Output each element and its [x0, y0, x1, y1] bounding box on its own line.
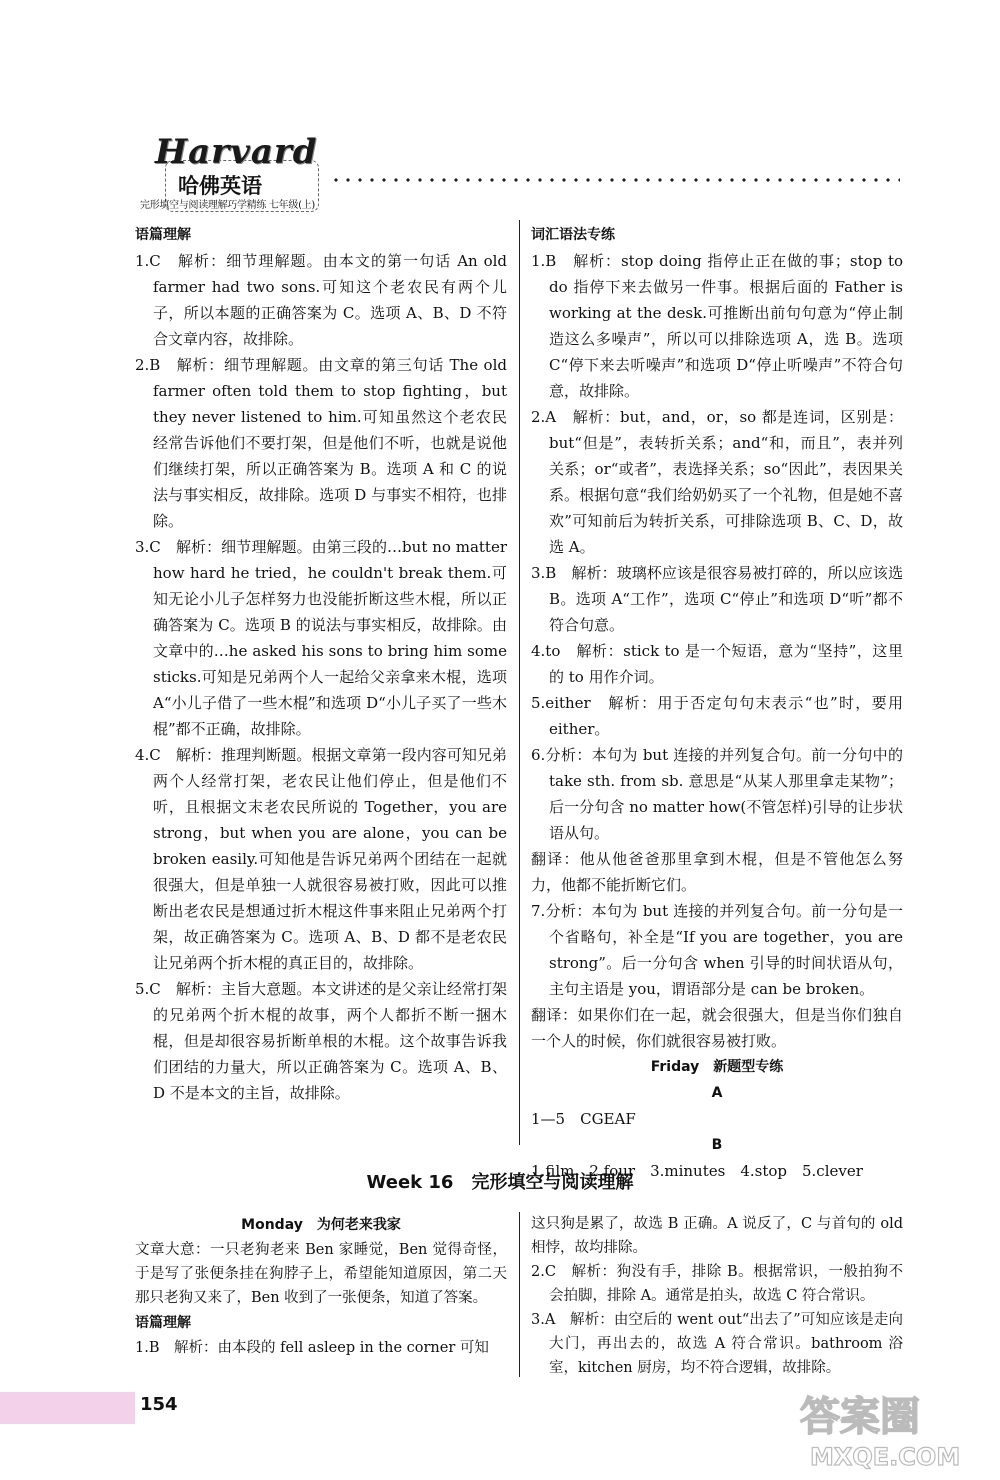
- answer-item: 1.B 解析：stop doing 指停止正在做的事；stop to do 指停下来去做另一件事。根据后面的 Father is working at the desk.可推断出前句句意为“停止制造这么多噪声”，所以可以排除选项 A，选 B。选项 C“停下来去听噪声”和选项 D“停止听噪声”不符合句意，故排除。: [531, 252, 903, 400]
- answer-item: 1.B 解析：由本段的 fell asleep in the corner 可知: [135, 1340, 489, 1356]
- part-a-answers: 1—5 CGEAF: [531, 1110, 636, 1128]
- part-a-label: A: [711, 1085, 723, 1101]
- header-dotted-rule: [330, 176, 900, 184]
- column-divider: [519, 220, 520, 1145]
- translation: 翻译：他从他爸爸那里拿到木棍，但是不管他怎么努力，他都不能折断它们。: [531, 850, 903, 894]
- section-heading: 语篇理解: [135, 1315, 191, 1331]
- bottom-right-column: [531, 1212, 903, 1380]
- section-heading: 语篇理解: [135, 227, 191, 243]
- week-title: Week 16 完形填空与阅读理解: [366, 1172, 634, 1193]
- answer-item: 3.B 解析：玻璃杯应该是很容易被打碎的，所以应该选 B。选项 A“工作”，选项 C“停止”和选项 D“听”都不符合句意。: [531, 564, 903, 634]
- answer-item: 5.C 解析：主旨大意题。本文讲述的是父亲让经常打架的兄弟两个折木棍的故事，两个人都折不断一捆木棍，但是却很容易折断单根的木棍。这个故事告诉我们团结的力量大，所以正确答案为 C。选项 A、B、D 不是本文的主旨，故排除。: [135, 980, 507, 1102]
- answer-item: 1.C 解析：细节理解题。由本文的第一句话 An old farmer had two sons.可知这个老农民有两个儿子，所以本题的正确答案为 C。选项 A、B、D 不符合文章内容，故排除。: [135, 252, 507, 348]
- answer-item: 3.A 解析：由空后的 went out“出去了”可知应该是走向大门，再出去的，故选 A 符合常识。bathroom 浴室，kitchen 厨房，均不符合逻辑，故排除。: [531, 1312, 903, 1376]
- answer-item: 5.either 解析：用于否定句句末表示“也”时，要用 either。: [531, 694, 903, 738]
- monday-heading: Monday 为何老来我家: [241, 1217, 401, 1233]
- part-b-answers: 1.film 2.four 3.minutes 4.stop 5.clever: [531, 1162, 863, 1180]
- left-column: [135, 222, 507, 1106]
- answer-item: 2.A 解析：but，and，or，so 都是连词，区别是：but“但是”，表转折关系；and“和，而且”，表并列关系；or“或者”，表选择关系；so“因此”，表因果关系。根据句意“我们给奶奶买了一个礼物，但是她不喜欢”可知前后为转折关系，可排除选项 B、C、D，故选 A。: [531, 408, 903, 556]
- part-b-label: B: [711, 1137, 723, 1153]
- logo-title: Harvard: [155, 132, 318, 172]
- right-column: [531, 222, 903, 1184]
- watermark-logo: [780, 1380, 1000, 1480]
- answer-item: 4.to 解析：stick to 是一个短语，意为“坚持”，这里的 to 用作介词。: [531, 642, 903, 686]
- svg-text:MXQE.COM: MXQE.COM: [810, 1443, 961, 1471]
- page-number-tab: [0, 1392, 135, 1424]
- series-title: 完形填空与阅读理解巧学精练 七年级(上): [140, 200, 315, 211]
- answer-item: 2.B 解析：细节理解题。由文章的第三句话 The old farmer often told them to stop fighting，but they never listened to him.可知虽然这个老农民经常告诉他们不要打架，但是他们不听，也就是说他们继续打架，所以正确答案为 B。选项 A 和 C 的说法与事实相反，故排除。选项 D 与事实不相符，也排除。: [135, 356, 507, 530]
- bottom-left-column: [135, 1212, 507, 1360]
- column-divider: [519, 1212, 520, 1377]
- section-heading: 词汇语法专练: [531, 227, 615, 243]
- summary: 文章大意：一只老狗老来 Ben 家睡觉，Ben 觉得奇怪，于是写了张便条挂在狗脖子上，希望能知道原因，第二天那只老狗又来了，Ben 收到了一张便条，知道了答案。: [135, 1242, 507, 1306]
- answer-item: 3.C 解析：细节理解题。由第三段的…but no matter how hard he tried，he couldn't break them.可知无论小儿子怎样努力也没能折断这些木棍，所以正确答案为 C。选项 B 的说法与事实相反，故排除。由文章中的…he asked his sons to bring him some sticks.可知是兄弟两个人一起给父亲拿来木棍，选项 A“小儿子借了一些木棍”和选项 D“小儿子买了一些木棍”都不正确，故排除。: [135, 538, 507, 738]
- page-number: 154: [140, 1394, 178, 1415]
- friday-heading: Friday 新题型专练: [650, 1059, 784, 1075]
- answer-item: 4.C 解析：推理判断题。根据文章第一段内容可知兄弟两个人经常打架，老农民让他们停止，但是他们不听，且根据文末老农民所说的 Together，you are strong，but when you are alone，you can be broken easily.可知他是告诉兄弟两个团结在一起就很强大，但是单独一人就很容易被打败，因此可以推断出老农民是想通过折木棍这件事来阻止兄弟两个打架，故正确答案为 C。选项 A、B、D 都不是老农民让兄弟两个折木棍的真正目的，故排除。: [135, 746, 507, 972]
- logo-subtitle: 哈佛英语: [178, 174, 262, 198]
- svg-text:答案圈: 答案圈: [800, 1394, 920, 1440]
- translation: 翻译：如果你们在一起，就会很强大，但是当你们独自一个人的时候，你们就很容易被打败。: [531, 1006, 903, 1050]
- answer-item: 6.分析：本句为 but 连接的并列复合句。前一分句中的 take sth. from sb. 意思是“从某人那里拿走某物”；后一分句含 no matter how(不管怎样)引导的让步状语从句。: [531, 746, 903, 842]
- answer-item: 7.分析：本句为 but 连接的并列复合句。前一分句是一个省略句，补全是“If you are together，you are strong”。后一分句含 when 引导的时间状语从句，主句主语是 you，谓语部分是 can be broken。: [531, 902, 903, 998]
- continued-text: 这只狗是累了，故选 B 正确。A 说反了，C 与首句的 old 相悖，故均排除。: [531, 1216, 903, 1256]
- answer-item: 2.C 解析：狗没有手，排除 B。根据常识，一般拍狗不会拍脚，排除 A。通常是拍头，故选 C 符合常识。: [531, 1264, 903, 1304]
